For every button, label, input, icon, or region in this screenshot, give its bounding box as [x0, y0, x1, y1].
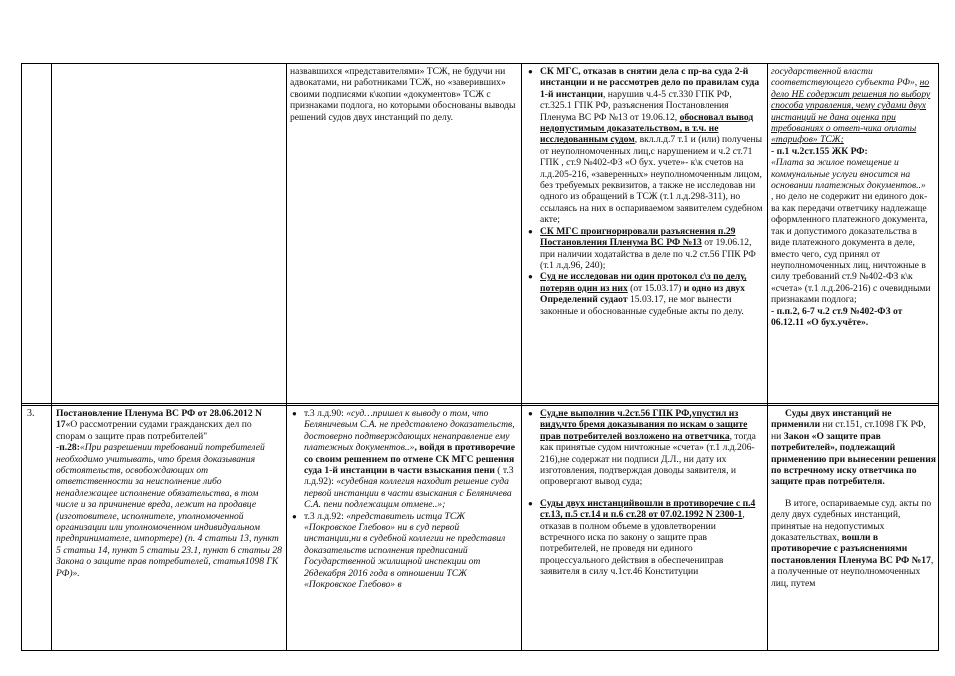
bold-text: Закон «О защите прав потребителей», подлежащий применению при вынесении решения по встречному иску ответчика по защите прав потребителя. [771, 430, 936, 488]
row3-column-4 [526, 408, 763, 648]
row3-col5-paragraph-1 [771, 408, 936, 488]
plain-text: (от 15.03.17) [627, 282, 684, 294]
top-col4-bullet-3 [526, 271, 763, 317]
italic-text: государственной власти соответствующего субъекта РФ», [771, 66, 920, 89]
row3-col5-paragraph-2 [771, 498, 936, 589]
bold-underlined-text: Суды двух инстанцийвошли в противоречие с п.4 ст.13, п.5 ст.14 и п.6 ст.28 от 07.02.1992 N 2300-1 [540, 497, 756, 521]
bold-text: , войдя в противоречие со своим решением по отмене СК МГС решения суда 1-й инстанции в части взыскания пени [304, 442, 515, 477]
italic-text: «При разрешении требований потребителей необходимо учитывать, что бремя доказывания обстоятельств, освобождающих от ответственности за неисполнение либо ненадлежащее исполнение обязательства, в том числе и за причинение вреда, лежит на продавце (изготовителе, исполнителе, уполномоченной организации или уполномоченном индивидуальном предпринимателе, импортере) (п. 4 статьи 13, пункт 5 статьи 14, пункт 5 статьи 23.1, пункт 6 статьи 28 Закона о защите прав потребителей, статья1098 ГК РФ)». [56, 442, 282, 579]
top-col5-paragraph-1 [771, 66, 935, 146]
bold-text: -п.28: [56, 442, 80, 454]
bold-text: СК МГС, отказав в снятии дела с пр-ва суда 2-й инстанции и не рассмотрев дело по правилам суда 1-й инстанции [540, 66, 760, 100]
plain-text: «О рассмотрении судами гражданских дел по спорам о защите прав потребителей" [56, 419, 252, 442]
table-row-divider [21, 405, 938, 406]
table-column-line [21, 63, 22, 651]
top-col4-bullet-2 [526, 226, 763, 272]
top-col4-bullet-1 [526, 66, 763, 226]
top-row-column-3 [290, 66, 516, 396]
row-number: 3. [27, 408, 35, 419]
row3-col4-bullet-2 [526, 498, 763, 578]
plain-text: ни ст.151, ст.1098 ГК РФ, ни [771, 419, 926, 442]
bold-underlined-text: СК МГС проигнорировали разъяснения п.29 Постановления Пленума ВС РФ №13 [540, 225, 736, 249]
top-col5-paragraph-2 [771, 146, 935, 306]
bold-text: и одно из двух Определений судаот [540, 282, 745, 306]
row3-column-2 [56, 408, 283, 648]
table-border-top [21, 63, 938, 64]
table-border-bottom [21, 650, 938, 651]
top-row-column-5 [771, 66, 935, 400]
plain-text: , отказав в полном объеме в удовлетворении встречного иска по закону о защите прав потребителей, не проведя ни единого процессуального действия в обеспечениправ заявителя в силу ч.1ст.46 Конституции [540, 509, 745, 578]
plain-text: т.3 л.д.92: [304, 510, 347, 522]
italic-text: «представитель истца ТСЖ «Покровское Глебово» ни в суд первой инстанции,ни в судебной коллегии не представил доказательств исполнения предписаний Государственной жилищной инспекции от 26декабря 2016 года в отношении ТСЖ «Покровское Глебово» в [304, 510, 506, 591]
row3-col2-p28 [56, 442, 283, 579]
table-column-line [938, 63, 939, 651]
table-column-line [51, 63, 52, 651]
bold-underlined-text: Суд,не выполнив ч.2ст.56 ГПК РФ,упустил из виду,что бремя доказывания по искам о защите прав потребителей возложено на ответчика [540, 408, 748, 442]
plain-text: , тогда как принятые судом ничтожные «счета» (т.1 л.д.206-216),не содержат ни подписи Д.Л., ни дату их изготовления, подтверждая доводы заявителя, и опровергают вывод суда; [540, 430, 756, 488]
row3-col4-bullet-1 [526, 408, 763, 488]
table-column-line [521, 63, 522, 651]
row3-column-3 [290, 408, 518, 649]
bold-text: вошли в противоречие с разъяснениями постановления Пленума ВС РФ №17 [771, 532, 931, 566]
italic-text: «Плата за жилое помещение и коммунальные услуги вносится на основании платежных документов..» [771, 157, 926, 192]
bold-text: Постановление Пленума ВС РФ от 28.06.2012 N 17 [56, 408, 262, 431]
row3-col3-bullet-1 [290, 408, 518, 511]
plain-text: , но дело не содержит ни единого док-ва как передачи ответчику надлежаще оформленного платежного документа, так и допустимого доказательства в виде платежного документа в деле, вместо чего, суд принял от неуполномоченных лиц, ничтожные в силу требований ст.9 №402-ФЗ к\к «счета» (т.1 л.д.206-216) с очевидными признаками подлога; [771, 191, 931, 306]
italic-text: «суд…пришел к выводу о том, что Беляничевым С.А. не представлено доказательств, достоверно подтверждающих ненаправление ему платежных документов..» [304, 408, 515, 454]
plain-text: , вкл.л.д.7 т.1 и (или) получены от неуполномоченных лиц,с нарушением и ч.2 ст.71 ГПК , ст.9 №402-ФЗ «О бух. учете»- к\к счетов на л.д.205-216, «заверенных» неуполномоченным лицом, без требуемых реквизитов, а также не исследовав ни одного из обращений в ТСЖ (т.1 л.д.298-311), но ссылаясь на них в оспариваемом заявителем судебном акте; [540, 134, 763, 226]
bold-underlined-text: Суд не исследовав ни один протокол с\з по делу, потеряв один из них [540, 271, 747, 294]
top-col5-paragraph-3: - п.п.2, 6-7 ч.2 ст.9 №402-ФЗ от 06.12.11 «О бух.учёте». [771, 305, 903, 328]
plain-text: , а полученные от неуполномоченных лиц, путем [771, 554, 934, 589]
row3-col2-title [56, 408, 283, 442]
top-row-column-4 [526, 66, 763, 400]
plain-text: 15.03.17, не мог вынести законные и обоснованные судебные акты по делу. [540, 294, 744, 317]
plain-text: ( т.3 л.д.92): [304, 465, 514, 488]
row3-column-5 [771, 408, 936, 648]
bold-underlined-text: обосновал вывод недопустимым доказательством, в т.ч. не исследованным судом [540, 111, 754, 146]
plain-text: от 19.06.12, при наличии ходатайства в деле по ч.2 ст.56 ГПК РФ (т.1 л.д.96, 240); [540, 237, 756, 271]
plain-text: В итоге, оспариваемые суд. акты по делу двух судебных инстанций, принятые на недопустимых доказательствах, [771, 497, 932, 544]
table-row-divider [21, 403, 938, 404]
bold-text: - п.1 ч.2ст.155 ЖК РФ: [771, 145, 868, 157]
row3-col3-bullet-2 [290, 511, 518, 591]
plain-text: , нарушив ч.4-5 ст.330 ГПК РФ, ст.325.1 ГПК РФ, разъяснения Постановления Пленума ВС РФ №13 от 19.06.12, [540, 88, 732, 123]
italic-text: «судебная коллегия находит решение суда первой инстанции в части взыскания с Беляничева С.А. пени подлежащим отмене..»; [304, 476, 512, 511]
bold-text: Суды двух инстанций не применили [771, 408, 892, 431]
italic-underlined-text: но дело НЕ содержит решения по выбору способа управления, чему судами двух инстанций не дана оценка при требованиях о ответ-чика оплаты «тарифов» ТСЖ; [771, 77, 931, 146]
table-column-line [767, 63, 768, 651]
table-column-line [286, 63, 287, 651]
top-col3-text: назвавшихся «представителями» ТСЖ, не будучи ни адвокатами, ни работниками ТСЖ, но «заверивших» своими подписями к\копии «документов» ТСЖ с признаками подлога, но которыми обоснованы выводы решений судов двух инстанций по делу. [290, 66, 516, 123]
plain-text: т.3 л.д.90: [304, 408, 347, 419]
